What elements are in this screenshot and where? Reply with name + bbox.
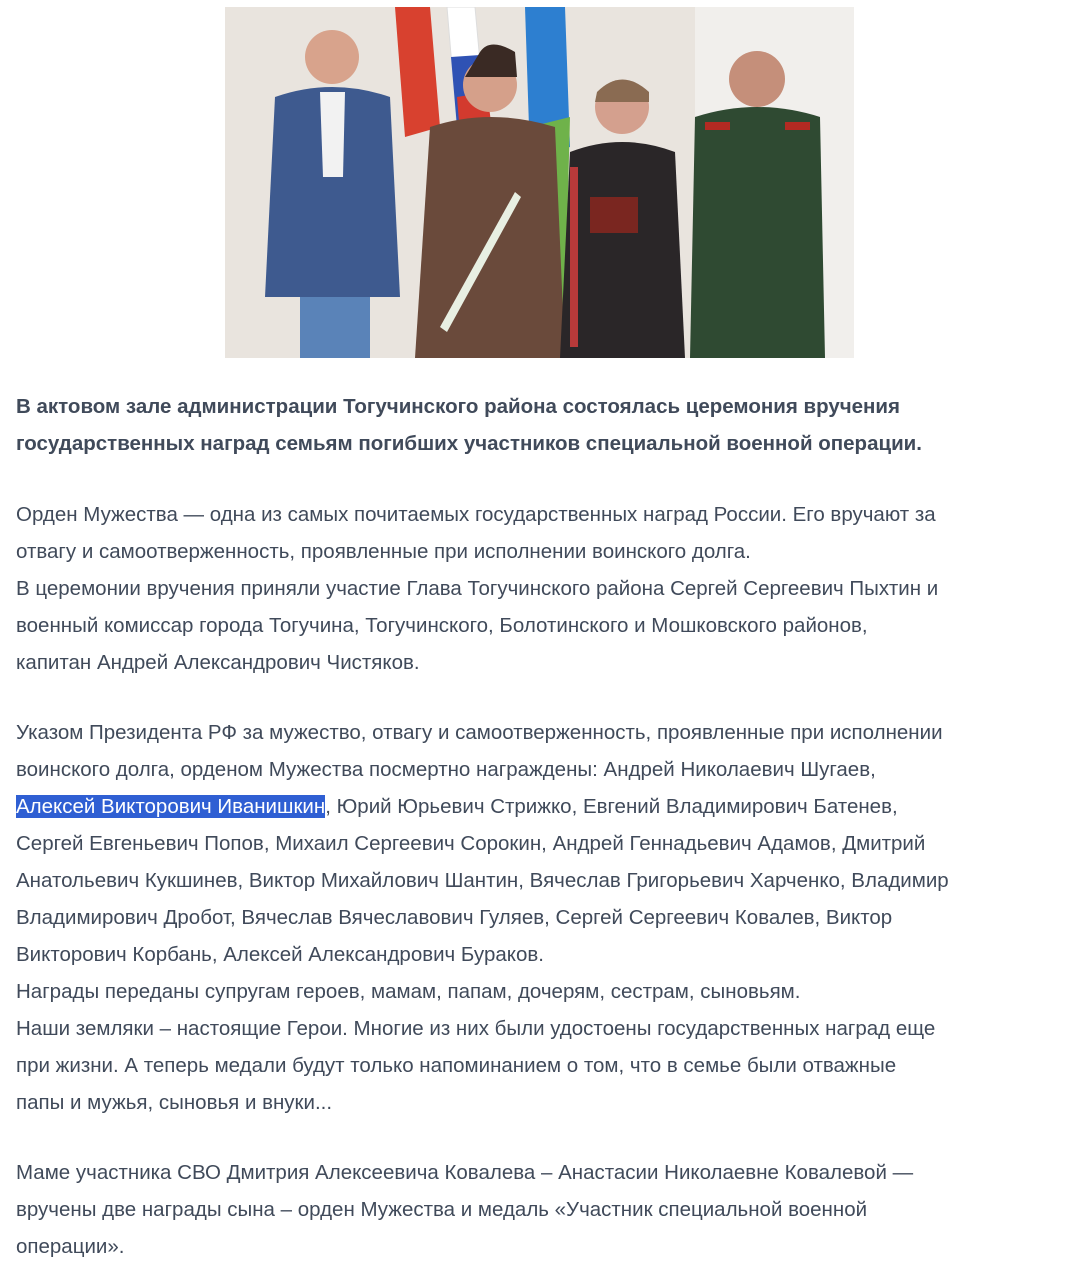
- text-line: В церемонии вручения приняли участие Глава Тогучинского района Сергей Сергеевич Пыхтин и: [16, 577, 939, 600]
- text-line: [16, 788, 1076, 825]
- text-segment: , Юрий Юрьевич Стрижко, Евгений Владимирович Батенев,: [325, 795, 898, 818]
- text-line: Сергей Евгеньевич Попов, Михаил Сергеевич Сорокин, Андрей Геннадьевич Адамов, Дмитрий: [16, 832, 926, 855]
- paragraph-order-intro: [16, 496, 1076, 681]
- text-line: папы и мужья, сыновья и внуки...: [16, 1091, 333, 1114]
- text-line: Орден Мужества — одна из самых почитаемых государственных наград России. Его вручают за: [16, 503, 936, 526]
- text-line: Награды переданы супругам героев, мамам, папам, дочерям, сестрам, сыновьям.: [16, 980, 801, 1003]
- text-line: воинского долга, орденом Мужества посмертно награждены: Андрей Николаевич Шугаев,: [16, 758, 876, 781]
- text-line: отвагу и самоотверженность, проявленные при исполнении воинского долга.: [16, 540, 751, 563]
- text-line: Владимирович Дробот, Вячеслав Вячеславович Гуляев, Сергей Сергеевич Ковалев, Виктор: [16, 906, 893, 929]
- text-line: Викторович Корбань, Алексей Александрович Бураков.: [16, 943, 544, 966]
- text-line: военный комиссар города Тогучина, Тогучинского, Болотинского и Мошковского районов,: [16, 614, 868, 637]
- paragraph-awardees: [16, 714, 1076, 1121]
- text-line: Наши земляки – настоящие Герои. Многие из них были удостоены государственных наград еще: [16, 1017, 936, 1040]
- text-line: Маме участника СВО Дмитрия Алексеевича Ковалева – Анастасии Николаевне Ковалевой —: [16, 1161, 914, 1184]
- selected-text-highlight[interactable]: Алексей Викторович Иванишкин: [16, 795, 326, 818]
- text-line: при жизни. А теперь медали будут только напоминанием о том, что в семье были отважные: [16, 1054, 897, 1077]
- article-lead: [16, 388, 1076, 462]
- photo-illustration: [225, 7, 854, 358]
- ceremony-photo: [225, 7, 854, 358]
- lead-line: В актовом зале администрации Тогучинского района состоялась церемония вручения: [16, 395, 900, 418]
- article-body: [16, 388, 1076, 1265]
- text-line: операции».: [16, 1235, 125, 1258]
- paragraph-kovalev: [16, 1154, 1076, 1265]
- text-line: вручены две награды сына – орден Мужества и медаль «Участник специальной военной: [16, 1198, 868, 1221]
- text-line: Указом Президента РФ за мужество, отвагу и самоотверженность, проявленные при исполнении: [16, 721, 943, 744]
- lead-line: государственных наград семьям погибших участников специальной военной операции.: [16, 432, 922, 455]
- text-line: капитан Андрей Александрович Чистяков.: [16, 651, 420, 674]
- text-line: Анатольевич Кукшинев, Виктор Михайлович Шантин, Вячеслав Григорьевич Харченко, Владимир: [16, 869, 949, 892]
